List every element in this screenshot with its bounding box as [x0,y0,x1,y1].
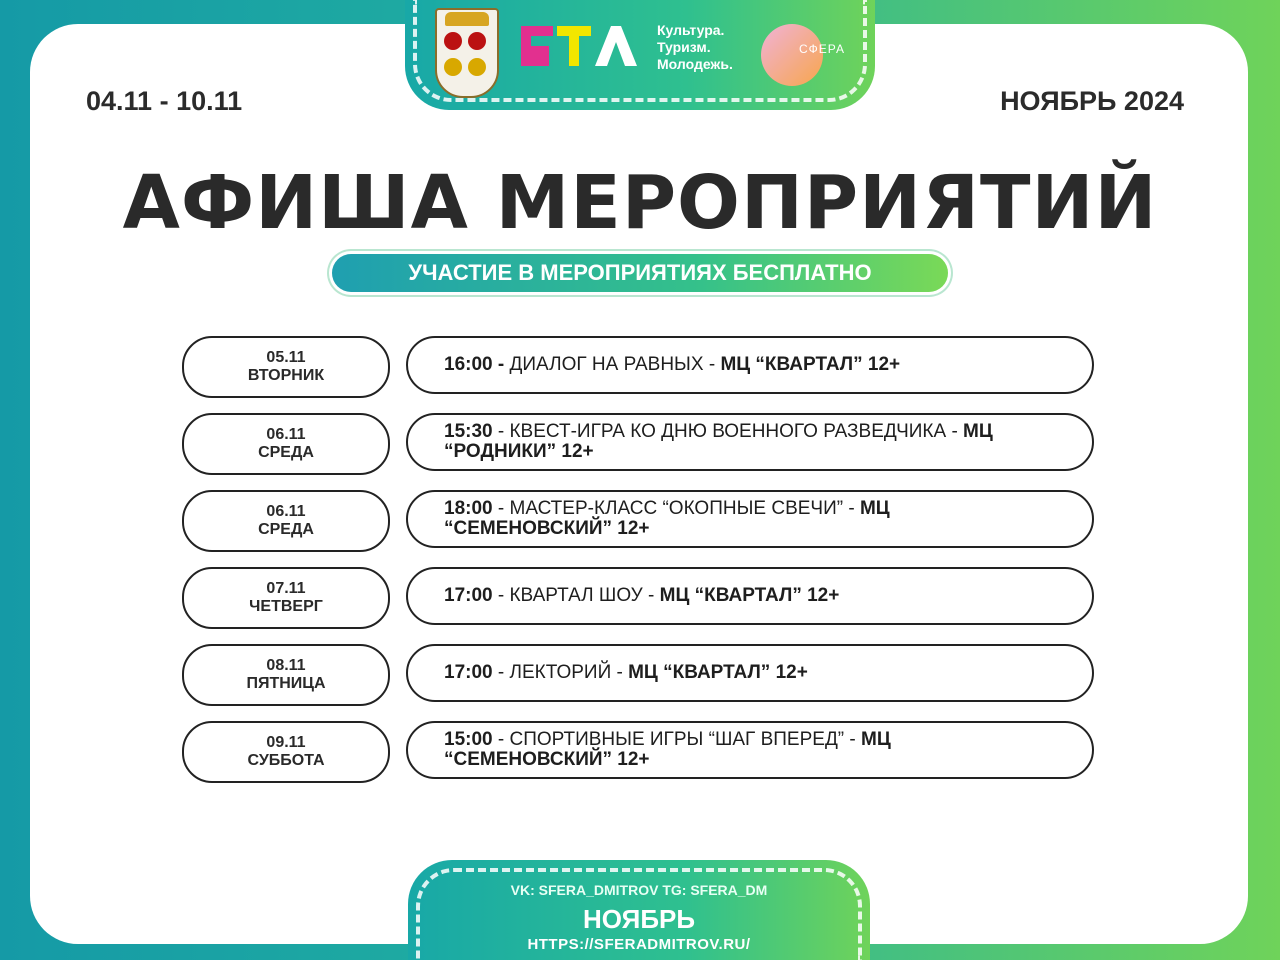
event-details [406,644,1094,702]
event-time: 16:00 - [444,354,505,375]
event-date: 09.11 [266,734,306,751]
event-date: 06.11 [266,426,306,443]
event-date-box [182,490,390,552]
ktm-logo-icon [517,20,647,72]
event-day: ЧЕТВЕРГ [249,598,323,615]
event-name: - МАСТЕР-КЛАСС “ОКОПНЫЕ СВЕЧИ” - [492,498,860,519]
date-range: 04.11 - 10.11 [86,86,243,116]
event-details [406,413,1094,471]
event-time: 15:00 [444,729,493,750]
free-entry-text: УЧАСТИЕ В МЕРОПРИЯТИЯХ БЕСПЛАТНО [408,260,872,285]
event-date-box [182,413,390,475]
footer-month: НОЯБРЬ [582,904,696,934]
event-place: МЦ “РОДНИКИ” 12+ [444,421,993,462]
event-time: 18:00 [444,498,493,519]
event-place: МЦ “КВАРТАЛ” 12+ [720,354,901,375]
website-link[interactable]: HTTPS://SFERADMITROV.RU/ [527,936,751,953]
event-name: - СПОРТИВНЫЕ ИГРЫ “ШАГ ВПЕРЕД” - [492,729,862,750]
event-place: МЦ “КВАРТАЛ” 12+ [628,662,808,683]
event-details [406,490,1094,548]
event-day: СРЕДА [258,521,314,538]
event-day: ВТОРНИК [247,367,325,384]
event-time: 15:30 [444,421,493,442]
event-place: МЦ “СЕМЕНОВСКИЙ” 12+ [444,498,890,539]
event-date: 08.11 [266,657,306,674]
month-year: НОЯБРЬ 2024 [1000,86,1184,116]
logo-tab [405,0,875,110]
event-name: - КВЕСТ-ИГРА КО ДНЮ ВОЕННОГО РАЗВЕДЧИКА - [492,421,964,442]
event-name: ДИАЛОГ НА РАВНЫХ - [504,354,721,375]
coat-of-arms-icon [435,8,499,98]
event-date: 05.11 [266,349,306,366]
event-details [406,721,1094,779]
event-time: 17:00 [444,662,493,683]
event-place: МЦ “КВАРТАЛ” 12+ [659,585,840,606]
event-time: 17:00 [444,585,493,606]
event-details [406,336,1094,394]
event-name: - КВАРТАЛ ШОУ - [492,585,660,606]
sfera-logo-icon: СФЕРА [761,14,849,90]
event-day: ПЯТНИЦА [246,675,326,692]
event-date-box [182,336,390,398]
event-details [406,567,1094,625]
free-entry-badge [332,254,948,292]
event-date-box [182,644,390,706]
event-name: - ЛЕКТОРИЙ - [492,662,629,683]
page-title: АФИША МЕРОПРИЯТИЙ [122,160,1158,246]
event-day: СРЕДА [258,444,314,461]
social-handles: VK: SFERA_DMITROV TG: SFERA_DM [510,882,768,898]
event-date-box [182,567,390,629]
event-date-box [182,721,390,783]
event-date: 06.11 [266,503,306,520]
event-day: СУББОТА [247,752,325,769]
event-place: МЦ “СЕМЕНОВСКИЙ” 12+ [444,729,891,770]
logo-tagline: Культура. Туризм. Молодежь. [657,22,733,72]
footer-tab [408,860,870,960]
event-date: 07.11 [266,580,306,597]
